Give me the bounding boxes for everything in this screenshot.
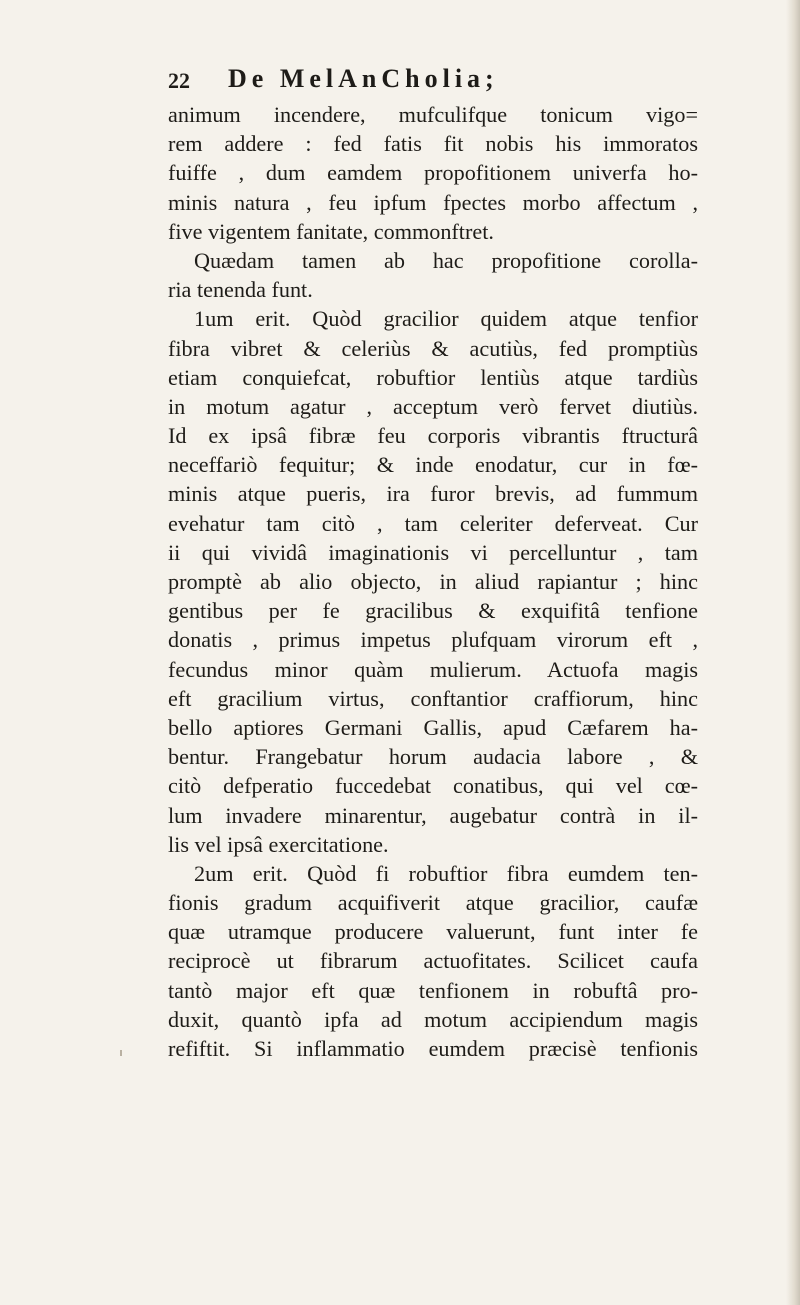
text-line: ii qui vividâ imaginationis vi percelluntur , tam [168,539,698,565]
running-head: De MelAnCholia; [228,64,499,93]
text-line: Quædam tamen ab hac propofitione corolla- [194,247,698,273]
text-line: refiftit. Si inflammatio eumdem præcisè tenfionis [168,1036,698,1061]
text-line: evehatur tam citò , tam celeriter deferveat. Cur [168,510,698,536]
text-line: Id ex ipsâ fibræ feu corporis vibrantis ftructurâ [168,423,698,449]
text-line: lis vel ipsâ exercitatione. [168,831,389,857]
text-line: etiam conquiefcat, robuftior lentiùs atque tardiùs [168,364,698,390]
text-line: in motum agatur , acceptum verò fervet diutiùs. [168,393,698,419]
text-line: 2um erit. Quòd fi robuftior fibra eumdem ten- [194,860,698,886]
text-line: reciprocè ut fibrarum actuofitates. Scilicet caufa [168,948,698,974]
text-line: fuiffe , dum eamdem propofitionem univerfa ho- [168,160,698,186]
text-line: donatis , primus impetus plufquam virorum eft , [168,627,698,653]
text-line: fionis gradum acquifiverit atque gracilior, caufæ [168,890,698,916]
text-line: gentibus per fe gracilibus & exquifitâ tenfione [168,598,698,624]
text-line: animum incendere, mufculifque tonicum vigo= [168,102,698,127]
page-edge-shadow [786,0,800,1305]
text-line: neceffariò fequitur; & inde enodatur, cur in fœ- [168,452,698,478]
text-line: duxit, quantò ipfa ad motum accipiendum magis [168,1006,698,1032]
text-line: citò defperatio fuccedebat conatibus, qui vel cœ- [168,773,698,799]
text-line: minis natura , feu ipfum fpectes morbo affectum , [168,189,698,215]
text-line: tantò major eft quæ tenfionem in robuftâ pro- [168,977,698,1003]
scan-blemish [120,1050,122,1056]
text-line: bello aptiores Germani Gallis, apud Cæfarem ha- [168,714,698,740]
text-line: quæ utramque producere valuerunt, funt inter fe [168,919,698,945]
text-line: ria tenenda funt. [168,277,313,303]
text-line: fecundus minor quàm mulierum. Actuofa magis [168,656,698,682]
text-line: rem addere : fed fatis fit nobis his immoratos [168,131,698,157]
text-line: promptè ab alio objecto, in aliud rapiantur ; hinc [168,569,698,594]
text-line: eft gracilium virtus, conftantior craffiorum, hinc [168,685,698,711]
text-line: minis atque pueris, ira furor brevis, ad fummum [168,481,698,507]
page-number: 22 [168,68,190,93]
text-line: 1um erit. Quòd gracilior quidem atque tenfior [194,306,698,332]
page-header [168,64,688,100]
text-line: lum invadere minarentur, augebatur contrà in il- [168,802,698,828]
text-line: bentur. Frangebatur horum audacia labore , & [168,744,698,770]
body-text [168,100,698,1063]
text-line: fibra vibret & celeriùs & acutiùs, fed promptiùs [168,335,698,361]
text-line: five vigentem fanitate, commonftret. [168,218,494,244]
